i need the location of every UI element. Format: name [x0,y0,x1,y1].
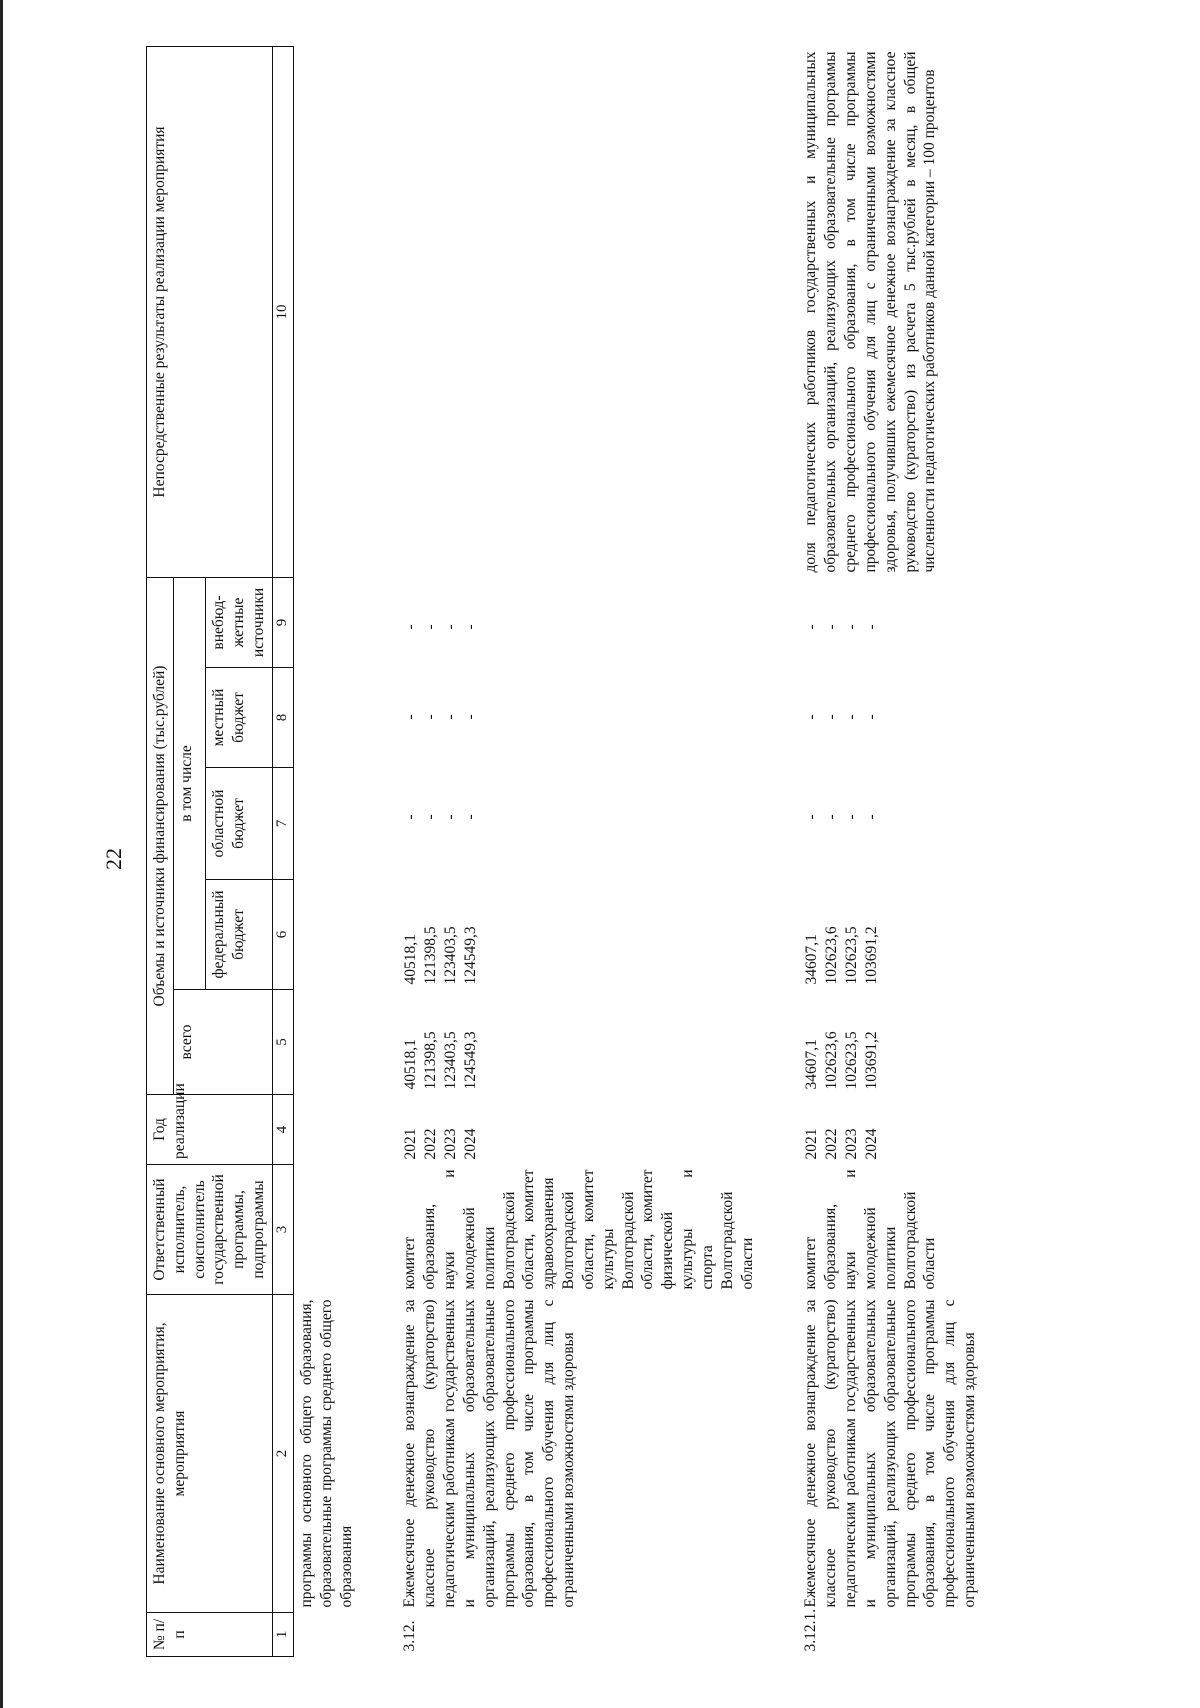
header-name: Наименование основного мероприятия, мероприятия [147,1295,273,1613]
row-local: - - - - [402,714,479,720]
row-name: Ежемесячное денежное вознаграждение за классное руководство (кураторство) педагогическим работникам государственных и муниципальных образовательных организаций, реализующих образовательные программы среднего профессионального образования, в том числе программы профессионального обучения для лиц с ограниченными возможностями здоровья [802,1299,978,1608]
col-number: 2 [272,1295,293,1613]
row-regional: - - - - [402,814,479,820]
row-executor: комитет образования, науки и молодежной политики Волгоградской области, комитет здравоохранения Волгоградской области, комитет культуры Волгоградской области, комитет физической культуры и спорта Волгоградской области [401,1169,756,1290]
col-number: 8 [272,668,293,768]
rotated-table-area [146,47,1106,1657]
row-results [397,47,760,578]
header-total: всего [173,990,272,1095]
col-number: 3 [272,1165,293,1295]
header-num: № п/п [147,1613,273,1657]
header-federal: федеральный бюджет [206,880,272,990]
col-number: 9 [272,578,293,668]
row-federal: 34607,1 102623,6 102623,5 103691,2 [803,926,880,985]
carry-over-name: программы основного общего образования, образовательные программы среднего общего образования [297,1299,355,1608]
table-row [798,47,982,1657]
col-number: 1 [272,1613,293,1657]
page-number: 22 [101,848,126,870]
row-federal: 40518,1 121398,5 123403,5 124549,3 [402,926,479,985]
row-total: 34607,1 102623,6 102623,5 103691,2 [803,1031,880,1090]
header-executor: Ответственный исполнитель, соисполнитель государственной программы, подпрограммы [147,1165,273,1295]
row-num: 3.12.1. [802,1608,820,1652]
col-number: 5 [272,990,293,1095]
header-extra: внебюд-жетные источники [206,578,272,668]
header-regional: областной бюджет [206,768,272,880]
row-regional: - - - - [803,814,880,820]
header-local: местный бюджет [206,668,272,768]
col-number: 7 [272,768,293,880]
row-local: - - - - [803,714,880,720]
col-number: 10 [272,47,293,578]
header-year: Год реализации [147,1095,273,1165]
row-extra: - - - - [803,624,880,630]
row-name: Ежемесячное денежное вознаграждение за классное руководство (кураторство) педагогическим работникам государственных и муниципальных образовательных организаций, реализующих образовательные программы среднего профессионального образования, в том числе программы профессионального обучения для лиц с ограниченными возможностями здоровья [401,1299,578,1608]
scan-edge [0,0,3,1708]
header-including: в том числе [173,578,206,990]
row-years: 2021 2022 2023 2024 [402,1128,479,1160]
row-years: 2021 2022 2023 2024 [803,1128,880,1160]
header-volumes: Объемы и источники финансирования (тыс.рублей) [147,578,174,1095]
header-results: Непосредственные результаты реализации мероприятия [147,47,273,578]
carry-over-row [293,47,359,1657]
table-row [397,47,760,1657]
row-num: 3.12. [401,1620,419,1652]
row-executor: комитет образования, науки и молодежной политики Волгоградской области [802,1169,939,1290]
row-total: 40518,1 121398,5 123403,5 124549,3 [402,1031,479,1090]
program-table [146,46,983,1657]
col-number: 4 [272,1095,293,1165]
row-results: доля педагогических работников государственных и муниципальных образовательных организаций, реализующих образовательные программы среднего профессионального образования, в том числе программы профессионального обучения для лиц с ограниченными возможностями здоровья, получивших ежемесячное денежное вознаграждение за классное руководство (кураторство) из расчета 5 тыс.рублей в месяц, в общей численности педагогических работников данной категории – 100 процентов [802,51,939,573]
col-number: 6 [272,880,293,990]
column-number-row [272,47,293,1657]
row-extra: - - - - [402,624,479,630]
